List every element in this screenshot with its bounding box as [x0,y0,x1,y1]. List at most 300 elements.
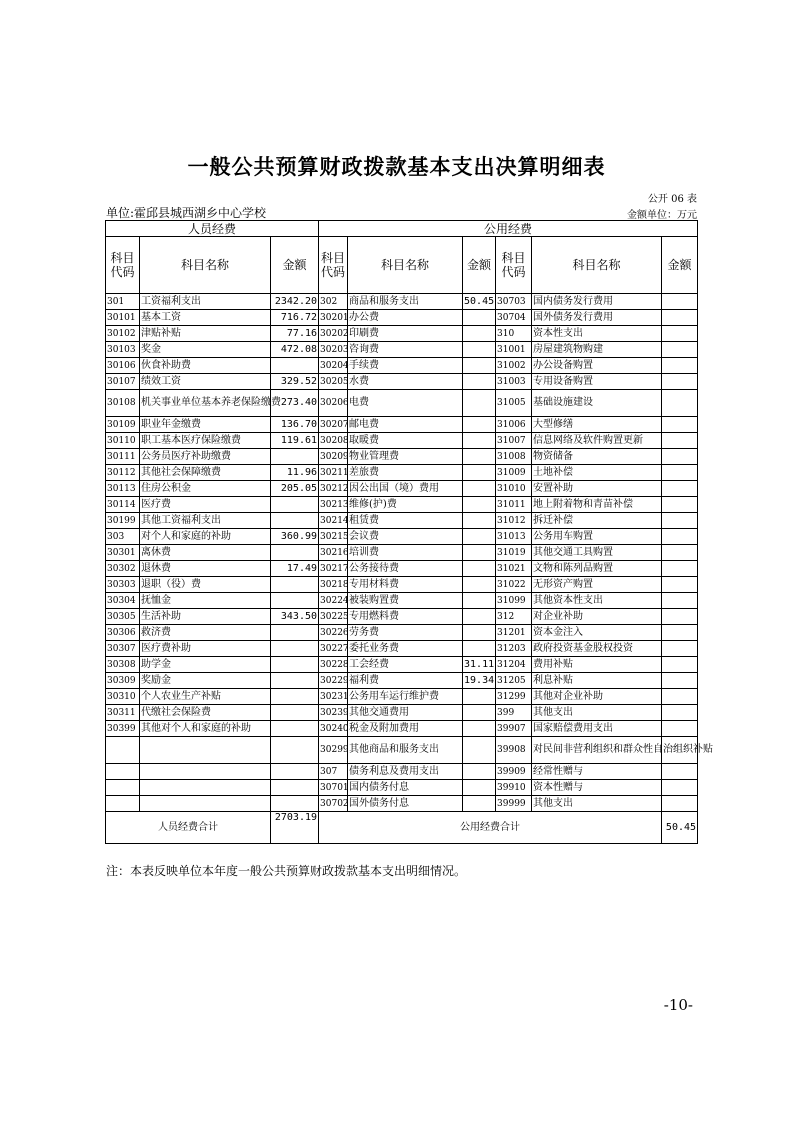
cell-amount: 19.34 [463,673,496,689]
cell-amount: 343.50 [271,609,319,625]
cell-code: 30215 [319,529,348,545]
cell-code [106,780,140,796]
cell-amount [463,342,496,358]
cell-amount: 329.52 [271,374,319,390]
cell-name: 工会经费 [348,657,463,673]
group-header-public: 公用经费 [319,221,698,237]
cell-code: 30310 [106,689,140,705]
col-header-name: 科目名称 [532,237,662,294]
cell-amount: 273.40 [271,390,319,417]
table-row [106,545,698,561]
cell-code: 31005 [496,390,532,417]
col-header-code: 科目代码 [106,237,140,294]
table-row [106,481,698,497]
cell-name: 职业年金缴费 [140,417,271,433]
public-total-label: 公用经费合计 [319,812,662,844]
cell-name: 文物和陈列品购置 [532,561,662,577]
cell-code: 31008 [496,449,532,465]
cell-amount [662,497,698,513]
cell-name: 劳务费 [348,625,463,641]
table-row [106,593,698,609]
cell-name: 政府投资基金股权投资 [532,641,662,657]
expenditure-table [105,220,714,844]
table-row [106,513,698,529]
cell-amount [271,673,319,689]
cell-code: 31009 [496,465,532,481]
cell-amount [271,796,319,812]
cell-name: 物资储备 [532,449,662,465]
cell-code: 30239 [319,705,348,721]
cell-code: 30307 [106,641,140,657]
cell-code: 31203 [496,641,532,657]
cell-amount [271,577,319,593]
table-row [106,705,698,721]
cell-code: 31099 [496,593,532,609]
cell-name: 手续费 [348,358,463,374]
cell-amount [662,449,698,465]
cell-name: 被装购置费 [348,593,463,609]
cell-code: 31299 [496,689,532,705]
col-header-name: 科目名称 [348,237,463,294]
cell-code: 31013 [496,529,532,545]
cell-name: 专用设备购置 [532,374,662,390]
cell-amount [463,513,496,529]
cell-name: 水费 [348,374,463,390]
cell-amount [463,721,496,737]
cell-name: 物业管理费 [348,449,463,465]
cell-name: 培训费 [348,545,463,561]
cell-name: 退职（役）费 [140,577,271,593]
table-row [106,737,698,764]
cell-name: 资本性支出 [532,326,662,342]
cell-name: 绩效工资 [140,374,271,390]
cell-name: 退休费 [140,561,271,577]
totals-row [106,812,698,844]
cell-amount [271,641,319,657]
cell-amount [271,657,319,673]
cell-code: 30302 [106,561,140,577]
cell-amount [463,780,496,796]
cell-amount [662,481,698,497]
cell-amount [662,721,698,737]
cell-name: 生活补助 [140,609,271,625]
cell-amount [662,689,698,705]
cell-amount [662,641,698,657]
cell-amount [463,705,496,721]
cell-code: 30311 [106,705,140,721]
cell-code [106,764,140,780]
cell-name [140,764,271,780]
cell-code: 30309 [106,673,140,689]
table-row [106,294,698,310]
page-number: -10- [663,996,693,1014]
group-header-row [106,221,698,237]
cell-name: 对民间非营利组织和群众性自治组织补贴 [532,737,662,764]
cell-name: 国外债务发行费用 [532,310,662,326]
cell-name: 国外债务付息 [348,796,463,812]
cell-code: 30701 [319,780,348,796]
cell-name: 救济费 [140,625,271,641]
cell-code: 30216 [319,545,348,561]
cell-code: 31011 [496,497,532,513]
table-row [106,657,698,673]
cell-name [140,780,271,796]
cell-name: 差旅费 [348,465,463,481]
cell-code: 30108 [106,390,140,417]
cell-name: 离休费 [140,545,271,561]
cell-amount [463,310,496,326]
cell-code: 30399 [106,721,140,737]
cell-amount [662,657,698,673]
unit-label: 单位: [106,206,135,220]
cell-amount [463,465,496,481]
personnel-total-label: 人员经费合计 [106,812,271,844]
cell-name: 职工基本医疗保险缴费 [140,433,271,449]
cell-name: 办公费 [348,310,463,326]
cell-name: 利息补贴 [532,673,662,689]
cell-amount [662,342,698,358]
cell-code: 31201 [496,625,532,641]
cell-code: 31002 [496,358,532,374]
table-row [106,764,698,780]
form-number: 公开 06 表 [647,194,697,205]
cell-amount [662,358,698,374]
cell-name: 印刷费 [348,326,463,342]
cell-name: 委托业务费 [348,641,463,657]
cell-name: 机关事业单位基本养老保险缴费 [140,390,271,417]
cell-amount [662,529,698,545]
cell-name: 租赁费 [348,513,463,529]
cell-name: 助学金 [140,657,271,673]
cell-amount [463,390,496,417]
cell-amount [662,326,698,342]
table-row [106,326,698,342]
cell-amount [463,417,496,433]
cell-code: 30103 [106,342,140,358]
cell-name: 奖金 [140,342,271,358]
cell-code: 30113 [106,481,140,497]
cell-code: 30308 [106,657,140,673]
cell-amount [662,593,698,609]
cell-code: 31001 [496,342,532,358]
cell-name: 伙食补助费 [140,358,271,374]
cell-code: 30109 [106,417,140,433]
cell-amount [463,796,496,812]
cell-code: 30303 [106,577,140,593]
table-row [106,465,698,481]
cell-name: 其他社会保障缴费 [140,465,271,481]
cell-code: 30240 [319,721,348,737]
cell-name: 其他商品和服务支出 [348,737,463,764]
table-row [106,641,698,657]
cell-amount [271,689,319,705]
cell-name: 信息网络及软件购置更新 [532,433,662,449]
cell-name: 安置补助 [532,481,662,497]
col-header-code: 科目代码 [496,237,532,294]
cell-amount [662,465,698,481]
cell-code: 310 [496,326,532,342]
cell-code: 39999 [496,796,532,812]
table-row [106,310,698,326]
table-row [106,497,698,513]
table-row [106,796,698,812]
cell-amount [662,561,698,577]
cell-code: 301 [106,294,140,310]
cell-name: 其他交通费用 [348,705,463,721]
cell-code: 30209 [319,449,348,465]
cell-amount [271,705,319,721]
cell-name: 其他资本性支出 [532,593,662,609]
cell-amount [271,764,319,780]
cell-code: 302 [319,294,348,310]
cell-name: 经常性赠与 [532,764,662,780]
table-row [106,374,698,390]
cell-code: 30201 [319,310,348,326]
cell-amount [662,705,698,721]
cell-code: 30112 [106,465,140,481]
cell-name: 国家赔偿费用支出 [532,721,662,737]
amount-unit: 金额单位：万元 [627,210,697,221]
cell-code: 30229 [319,673,348,689]
cell-name: 对个人和家庭的补助 [140,529,271,545]
cell-code: 30225 [319,609,348,625]
cell-name: 抚恤金 [140,593,271,609]
cell-amount [662,796,698,812]
cell-code: 30107 [106,374,140,390]
cell-amount: 31.11 [463,657,496,673]
cell-name: 公务用车运行维护费 [348,689,463,705]
cell-code: 303 [106,529,140,545]
cell-code: 31205 [496,673,532,689]
cell-code: 30211 [319,465,348,481]
cell-amount [463,609,496,625]
cell-name: 奖励金 [140,673,271,689]
cell-amount [463,577,496,593]
cell-amount [463,689,496,705]
cell-amount: 136.70 [271,417,319,433]
cell-amount [463,545,496,561]
cell-code: 30101 [106,310,140,326]
cell-code: 30207 [319,417,348,433]
cell-name: 取暖费 [348,433,463,449]
table-row [106,609,698,625]
cell-amount [662,513,698,529]
cell-name: 资本金注入 [532,625,662,641]
cell-name: 对企业补助 [532,609,662,625]
cell-amount [463,764,496,780]
cell-name: 基本工资 [140,310,271,326]
unit-name: 霍邱县城西湖乡中心学校 [134,206,267,220]
cell-name: 办公设备购置 [532,358,662,374]
cell-code: 30305 [106,609,140,625]
cell-amount: 716.72 [271,310,319,326]
cell-code: 30704 [496,310,532,326]
cell-amount [463,358,496,374]
cell-code: 30299 [319,737,348,764]
cell-code: 30199 [106,513,140,529]
unit-line [106,204,266,221]
cell-name: 资本性赠与 [532,780,662,796]
group-header-personnel: 人员经费 [106,221,319,237]
cell-code: 31003 [496,374,532,390]
cell-name: 代缴社会保险费 [140,705,271,721]
table-row [106,342,698,358]
cell-amount [271,358,319,374]
cell-code: 30205 [319,374,348,390]
table-row [106,433,698,449]
cell-code: 31022 [496,577,532,593]
cell-code: 39910 [496,780,532,796]
cell-code: 30106 [106,358,140,374]
cell-amount [662,390,698,417]
cell-code: 31006 [496,417,532,433]
cell-name: 津贴补贴 [140,326,271,342]
cell-name: 公务用车购置 [532,529,662,545]
cell-name: 商品和服务支出 [348,294,463,310]
cell-amount: 360.99 [271,529,319,545]
cell-amount [662,433,698,449]
table-row [106,358,698,374]
cell-code [106,796,140,812]
cell-amount: 17.49 [271,561,319,577]
table-row [106,390,698,417]
col-header-name: 科目名称 [140,237,271,294]
cell-amount [463,737,496,764]
cell-code: 31012 [496,513,532,529]
cell-amount [662,374,698,390]
cell-code: 39908 [496,737,532,764]
cell-amount [463,449,496,465]
cell-name: 费用补贴 [532,657,662,673]
cell-code: 30114 [106,497,140,513]
cell-code: 30212 [319,481,348,497]
cell-name: 医疗费 [140,497,271,513]
cell-name: 维修(护)费 [348,497,463,513]
cell-name: 专用燃料费 [348,609,463,625]
table-row [106,780,698,796]
cell-amount [662,310,698,326]
cell-amount [662,545,698,561]
cell-name: 其他工资福利支出 [140,513,271,529]
cell-code: 30231 [319,689,348,705]
cell-name: 因公出国（境）费用 [348,481,463,497]
cell-name: 国内债务发行费用 [532,294,662,310]
cell-code: 30702 [319,796,348,812]
cell-code: 30202 [319,326,348,342]
cell-code: 30206 [319,390,348,417]
cell-name: 住房公积金 [140,481,271,497]
cell-amount [463,433,496,449]
cell-amount [271,497,319,513]
cell-amount [271,593,319,609]
cell-amount: 2342.20 [271,294,319,310]
table-row [106,529,698,545]
cell-code: 30306 [106,625,140,641]
cell-amount: 472.08 [271,342,319,358]
cell-amount [463,374,496,390]
cell-code: 30111 [106,449,140,465]
cell-amount [463,641,496,657]
cell-amount [271,625,319,641]
table-row [106,449,698,465]
cell-name: 土地补偿 [532,465,662,481]
cell-name: 其他支出 [532,796,662,812]
cell-code: 307 [319,764,348,780]
cell-amount [662,673,698,689]
cell-code: 30703 [496,294,532,310]
cell-code: 31021 [496,561,532,577]
cell-name: 工资福利支出 [140,294,271,310]
cell-amount [662,417,698,433]
cell-code: 31010 [496,481,532,497]
cell-code: 30304 [106,593,140,609]
page-title: 一般公共预算财政拨款基本支出决算明细表 [187,154,606,179]
cell-amount [463,529,496,545]
table-row [106,721,698,737]
cell-amount [463,593,496,609]
cell-amount: 205.05 [271,481,319,497]
cell-amount [662,577,698,593]
cell-name: 其他对个人和家庭的补助 [140,721,271,737]
cell-name [140,737,271,764]
table-row [106,625,698,641]
cell-code: 30102 [106,326,140,342]
table-row [106,673,698,689]
cell-name: 其他交通工具购置 [532,545,662,561]
cell-amount [271,737,319,764]
cell-name: 个人农业生产补贴 [140,689,271,705]
col-header-amount: 金额 [271,237,319,294]
cell-name: 大型修缮 [532,417,662,433]
cell-code: 30227 [319,641,348,657]
cell-amount [271,449,319,465]
cell-amount [463,481,496,497]
col-header-code: 科目代码 [319,237,348,294]
cell-amount: 11.96 [271,465,319,481]
cell-name: 邮电费 [348,417,463,433]
cell-name: 会议费 [348,529,463,545]
cell-code: 31019 [496,545,532,561]
cell-code [106,737,140,764]
table-row [106,417,698,433]
cell-code: 39909 [496,764,532,780]
cell-code: 30218 [319,577,348,593]
cell-name: 房屋建筑物购建 [532,342,662,358]
cell-name: 无形资产购置 [532,577,662,593]
cell-code: 399 [496,705,532,721]
cell-amount: 50.45 [463,294,496,310]
cell-code: 30217 [319,561,348,577]
cell-name: 税金及附加费用 [348,721,463,737]
cell-amount: 77.16 [271,326,319,342]
cell-name: 基础设施建设 [532,390,662,417]
cell-name: 拆迁补偿 [532,513,662,529]
cell-code: 31007 [496,433,532,449]
cell-amount [271,721,319,737]
cell-amount [271,545,319,561]
cell-amount: 119.61 [271,433,319,449]
cell-amount [463,561,496,577]
public-total-amount: 50.45 [662,812,698,844]
cell-name: 其他对企业补助 [532,689,662,705]
cell-name: 国内债务付息 [348,780,463,796]
table-row [106,577,698,593]
cell-name: 电费 [348,390,463,417]
cell-amount [463,497,496,513]
cell-name: 医疗费补助 [140,641,271,657]
personnel-total-amount: 2703.19 [271,812,319,844]
cell-code: 30301 [106,545,140,561]
